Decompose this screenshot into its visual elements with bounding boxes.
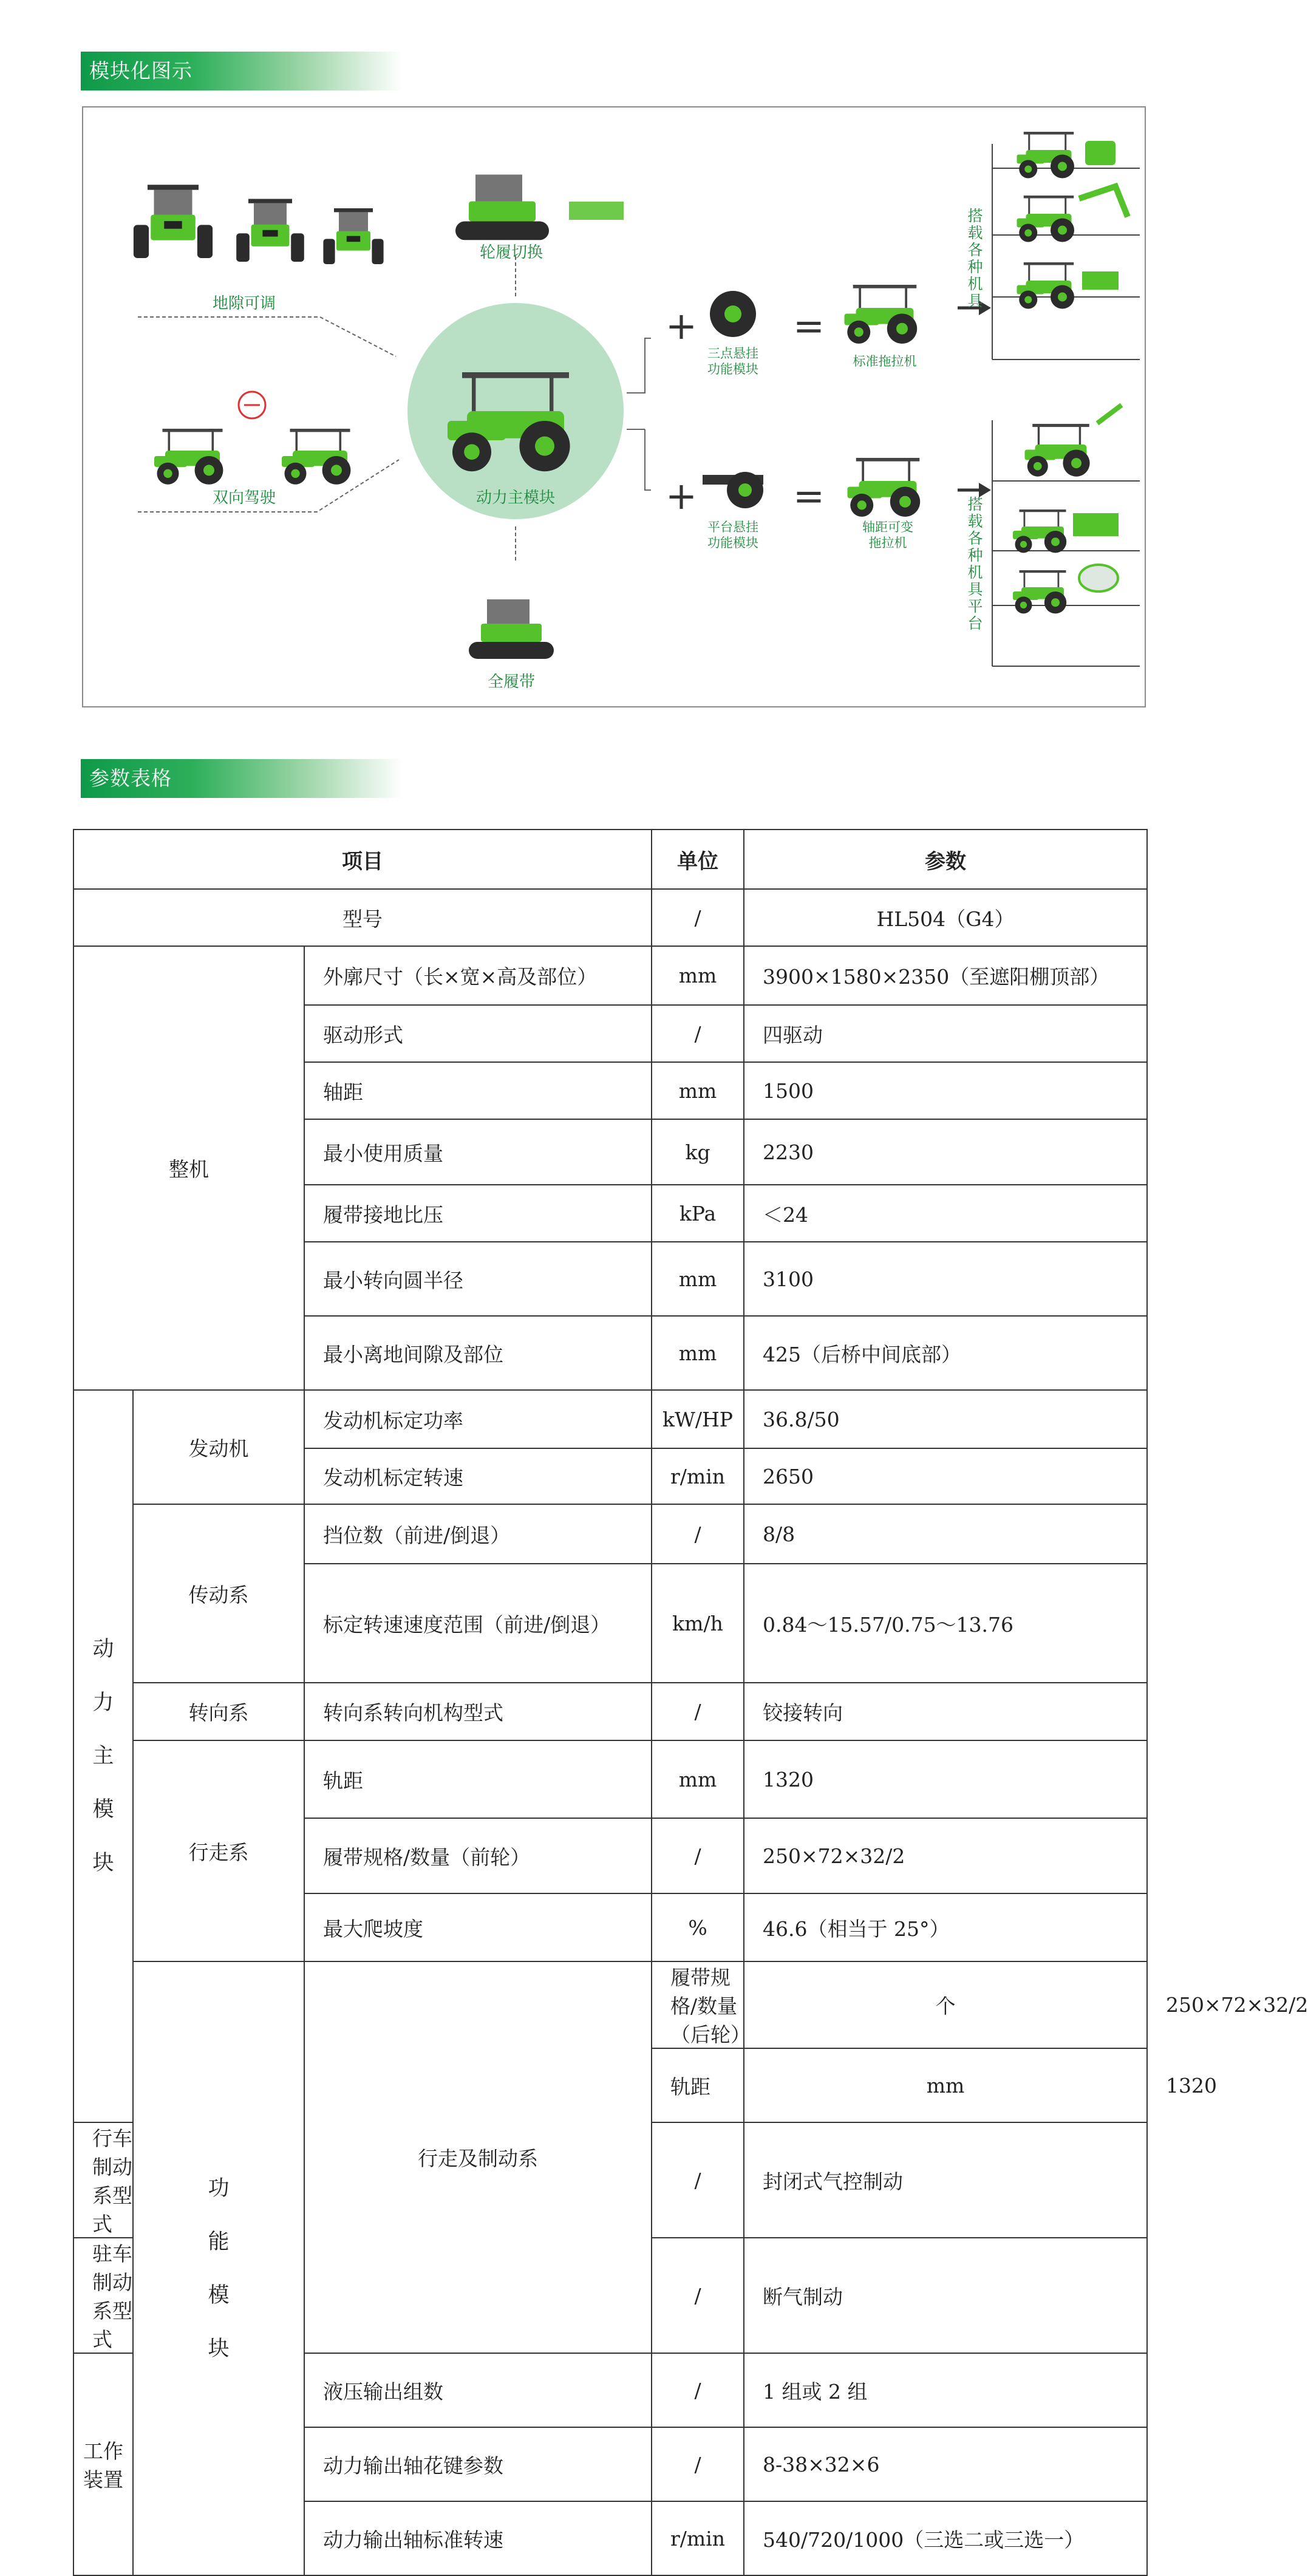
param-value: 2230 [744,1119,1147,1185]
subgroup-running: 行走系 [133,1740,304,1961]
label-standard-tractor: 标准拖拉机 [853,354,917,369]
table-row [73,1740,1147,1818]
param-unit: mm [744,2048,1147,2122]
param-name: 轨距 [652,2048,744,2122]
table-row [73,1390,1147,1448]
param-unit: km/h [652,1564,744,1683]
param-value: 1500 [744,1062,1147,1119]
spec-table [73,829,1308,2576]
param-name: 行车制动系型式 [73,2122,133,2238]
param-value: 铰接转向 [744,1683,1147,1740]
param-unit: / [652,1504,744,1564]
param-unit: / [652,2353,744,2427]
table-row [73,1683,1147,1740]
param-value: 四驱动 [744,1005,1147,1062]
param-name: 发动机标定功率 [304,1390,652,1448]
table-row: 轨距 mm 1320 [73,2048,1147,2122]
table-row [73,1504,1147,1564]
label-power-main-module: 动力主模块 [475,489,556,507]
table-row [73,889,1147,946]
section-title-modular: 模块化图示 [81,52,403,90]
param-name: 履带规格/数量（后轮） [652,1961,744,2048]
param-name: 动力输出轴标准转速 [304,2501,652,2575]
param-name: 标定转速速度范围（前进/倒退） [304,1564,652,1683]
model-unit: / [652,889,744,946]
param-name: 履带规格/数量（前轮） [304,1818,652,1893]
header-item: 项目 [73,830,652,889]
label-three-point-module: 三点悬挂功能模块 [707,346,758,377]
param-name: 驻车制动系型式 [73,2238,133,2353]
param-unit: / [652,2122,744,2238]
param-value: 断气制动 [744,2238,1147,2353]
param-unit: mm [652,1062,744,1119]
param-name: 履带接地比压 [304,1185,652,1242]
param-name: 轨距 [304,1740,652,1818]
subgroup-running-brake: 行走及制动系 [304,1961,652,2353]
param-name: 最大爬坡度 [304,1893,652,1961]
param-unit: mm [652,1316,744,1390]
param-value: 250×72×32/2 [744,1818,1147,1893]
param-name: 外廓尺寸（长×宽×高及部位） [304,946,652,1005]
param-name: 转向系转向机构型式 [304,1683,652,1740]
param-unit: kg [652,1119,744,1185]
section-title-spec: 参数表格 [81,759,403,798]
param-value: 8/8 [744,1504,1147,1564]
subgroup-engine: 发动机 [133,1390,304,1504]
label-variable-wheelbase-tractor: 轴距可变拖拉机 [862,520,913,550]
param-name: 最小转向圆半径 [304,1242,652,1316]
table-header-row [73,830,1147,889]
param-value: ＜24 [744,1185,1147,1242]
subgroup-steering: 转向系 [133,1683,304,1740]
param-unit: r/min [652,1448,744,1504]
param-unit: mm [652,946,744,1005]
param-name: 轴距 [304,1062,652,1119]
plus-symbol-top: + [666,304,697,348]
param-unit: / [652,1005,744,1062]
label-ground-clearance: 地隙可调 [212,295,276,313]
param-value: 3100 [744,1242,1147,1316]
param-unit: / [652,2427,744,2501]
modular-diagram [82,106,1146,707]
param-name: 发动机标定转速 [304,1448,652,1504]
param-unit: / [652,1683,744,1740]
group-whole-machine: 整机 [73,946,304,1390]
param-name: 最小使用质量 [304,1119,652,1185]
header-param: 参数 [744,830,1147,889]
param-unit: / [652,1818,744,1893]
table-row [73,946,1147,1005]
model-value: HL504（G4） [744,889,1147,946]
param-name: 最小离地间隙及部位 [304,1316,652,1390]
param-unit: / [652,2238,744,2353]
param-value: 425（后桥中间底部） [744,1316,1147,1390]
label-tire-track-switch: 轮履切换 [479,244,543,262]
param-value: 46.6（相当于 25°） [744,1893,1147,1961]
label-full-track: 全履带 [487,673,536,691]
param-value: 3900×1580×2350（至遮阳棚顶部） [744,946,1147,1005]
subgroup-work-device: 工作装置 [73,2353,133,2575]
param-unit: kW/HP [652,1390,744,1448]
param-name: 挡位数（前进/倒退） [304,1504,652,1564]
param-name: 液压输出组数 [304,2353,652,2427]
param-value: 2650 [744,1448,1147,1504]
param-name: 动力输出轴花键参数 [304,2427,652,2501]
param-value: 36.8/50 [744,1390,1147,1448]
table-row: 功 能 模 块 行走及制动系 履带规格/数量（后轮） 个 250×72×32/2 [73,1961,1147,2048]
param-value: 1320 [744,1740,1147,1818]
param-unit: r/min [652,2501,744,2575]
param-value: 0.84～15.57/0.75～13.76 [744,1564,1147,1683]
param-name: 驱动形式 [304,1005,652,1062]
param-value: 540/720/1000（三选二或三选一） [744,2501,1147,2575]
plus-symbol-bottom: + [666,474,697,518]
param-value: 8-38×32×6 [744,2427,1147,2501]
equals-symbol-bottom: = [793,474,825,518]
model-label: 型号 [73,889,652,946]
param-value: 1 组或 2 组 [744,2353,1147,2427]
param-unit: mm [652,1740,744,1818]
param-unit: % [652,1893,744,1961]
param-value: 封闭式气控制动 [744,2122,1147,2238]
label-mount-implements: 搭载各种机具 [967,207,983,310]
param-unit: kPa [652,1185,744,1242]
header-unit: 单位 [652,830,744,889]
group-function-module: 功 能 模 块 [133,1961,304,2575]
label-mount-implements-platform: 搭载各种机具平台 [967,496,983,632]
param-unit: mm [652,1242,744,1316]
equals-symbol-top: = [793,304,825,348]
subgroup-transmission: 传动系 [133,1504,304,1683]
param-unit: 个 [744,1961,1147,2048]
group-power-main-module: 动 力 主 模 块 [73,1390,133,2122]
label-bidirectional-driving: 双向驾驶 [212,489,276,507]
label-platform-module: 平台悬挂功能模块 [707,520,758,550]
